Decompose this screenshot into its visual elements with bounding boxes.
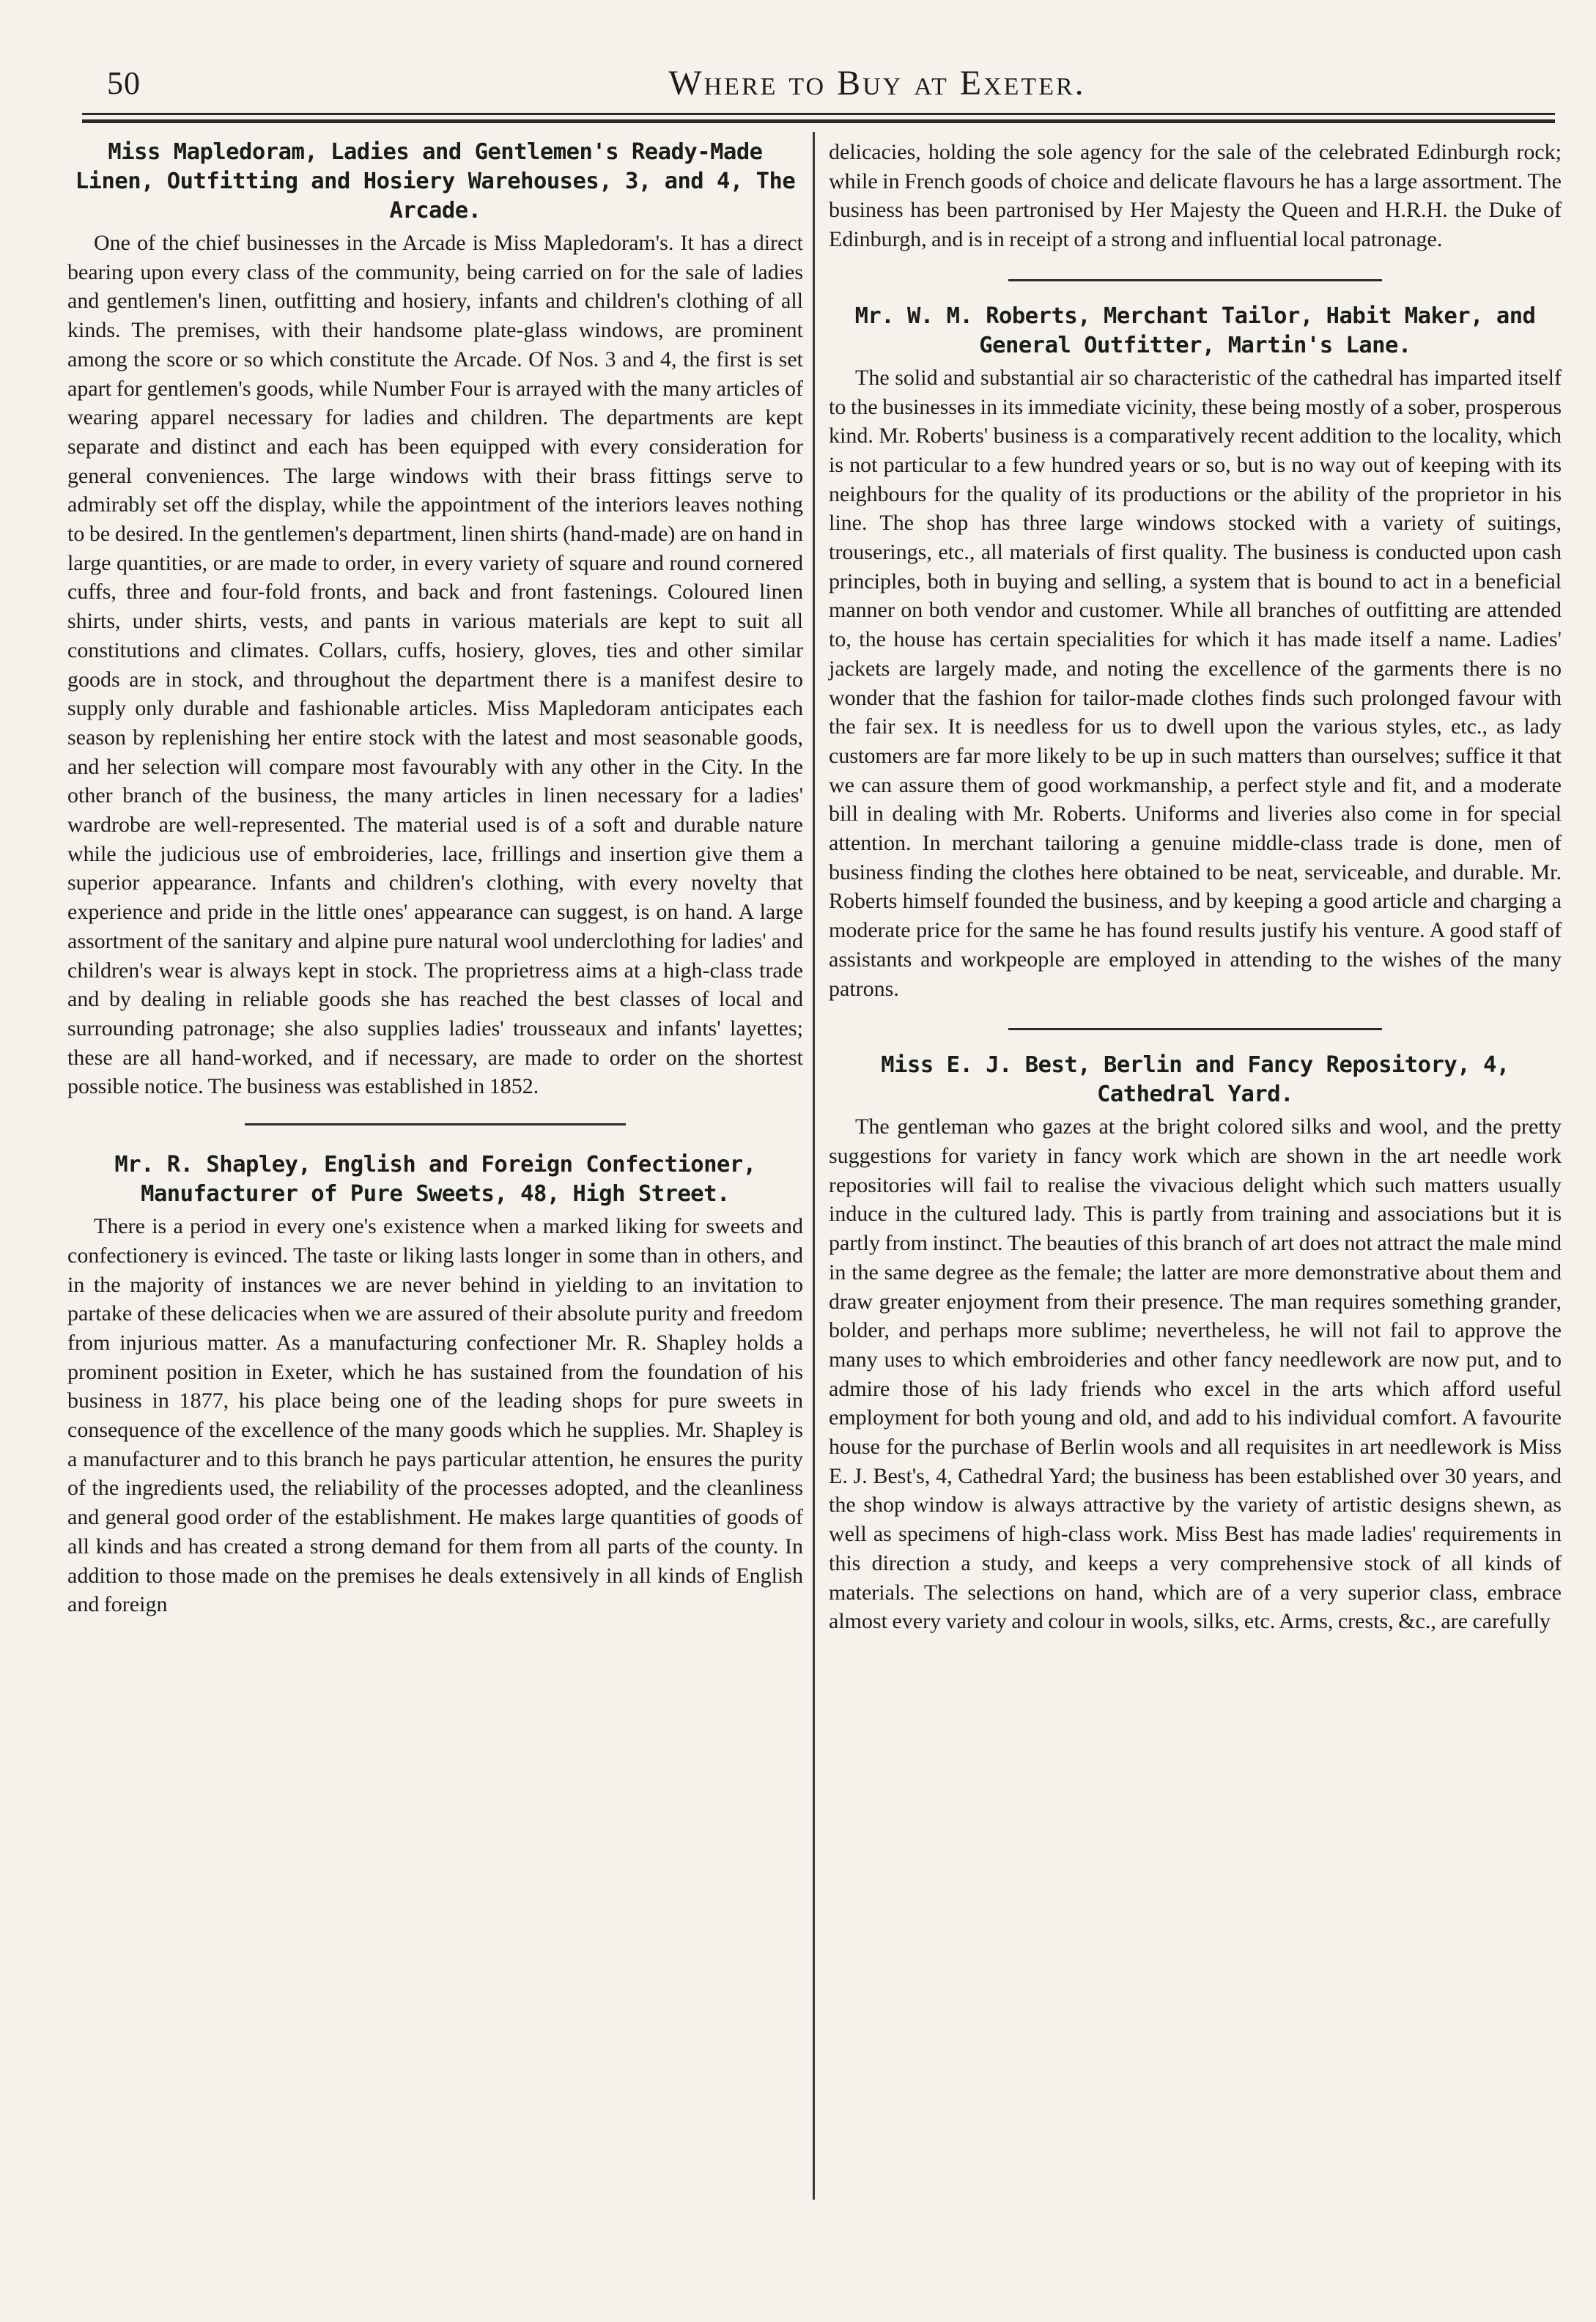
article-body: There is a period in every one's existence when a marked liking for sweets and confectionery is evinced. The taste or liking lasts longer in some than in others, and in the majority of instances we are never behind in yielding to an invitation to partake of these delicacies when we are assured of their absolute purity and freedom from injurious matter. As a manufacturing confectioner Mr. R. Shapley holds a prominent position in Exeter, which he has sustained from the foundation of his business in 1877, his place being one of the leading shops for pure sweets in consequence of the excellence of the many goods which he supplies. Mr. Shapley is a manufacturer and to this branch he pays particular attention, he ensures the purity of the ingredients used, the reliability of the processes adopted, and the cleanliness and general good order of the establishment. He makes large quantities of goods of all kinds and has created a strong demand for them from all parts of the county. In addition to those made on the premises he deals extensively in all kinds of English and foreign (67, 1214, 803, 1617)
article-best (829, 1051, 1562, 1636)
article-shapley (67, 1150, 803, 1619)
article-title: Mr. W. M. Roberts, Merchant Tailor, Habit Maker, and General Outfitter, Martin's Lane. (854, 303, 1536, 358)
article-separator (245, 1123, 626, 1125)
running-head (82, 59, 1555, 106)
left-column (67, 138, 803, 1619)
header-rule-thin (82, 113, 1555, 115)
page-number: 50 (107, 65, 141, 101)
article-roberts (829, 302, 1562, 1003)
running-title: Where to Buy at Exeter. (668, 64, 1086, 103)
article-body: The solid and substantial air so characteristic of the cathedral has imparted itself to the businesses in its immediate vicinity, these being mostly of a sober, prosperous kind. Mr. Roberts' business is a comparatively recent addition to the locality, which is not particular to a few hundred years or so, but is no way out of keeping with its neighbours for the quality of its productions or the ability of the proprietor in his line. The shop has three large windows stocked with a variety of suitings, trouserings, etc., all materials of first quality. The business is conducted upon cash principles, both in buying and selling, a system that is bound to act in a beneficial manner on both vendor and customer. While all branches of outfitting are attended to, the house has certain specialities for which it has made itself a name. Ladies' jackets are largely made, and noting the excellence of the garments there is no wonder that the fashion for tailor-made clothes finds such prolonged favour with the fair sex. It is needless for us to dwell upon the various styles, etc., as lady customers are far more likely to be up in such matters than ourselves; suffice it that we can assure them of good workmanship, a perfect style and fit, and a moderate bill in dealing with Mr. Roberts. Uniforms and liveries also come in for special attention. In merchant tailoring a genuine middle-class trade is done, men of business finding the clothes here obtained to be neat, serviceable, and durable. Mr. Roberts himself founded the business, and by keeping a good article and charging a moderate price for the same he has found results justify his venture. A good staff of assistants and workpeople are employed in attending to the wishes of the many patrons. (829, 365, 1562, 1001)
header-rule-thick (82, 119, 1555, 123)
column-divider (813, 132, 815, 2200)
article-title: Miss Mapledoram, Ladies and Gentlemen's Ready-Made Linen, Outfitting and Hosiery Warehouses, 3, and 4, The Arcade. (75, 139, 796, 223)
article-body: The gentleman who gazes at the bright colored silks and wool, and the pretty suggestions for variety in fancy work which are shown in the art needle work repositories will fail to realise the vivacious delight which such matters usually induce in the cultured lady. This is partly from training and associations but it is partly from instinct. The beauties of this branch of art does not attract the male mind in the same degree as the female; the latter are more demonstrative about them and draw greater enjoyment from their presence. The man requires something grander, bolder, and perhaps more sublime; nevertheless, he will not fail to approve the many uses to which embroideries and other fancy needlework are now put, and to admire those of his lady friends who excel in the arts which afford useful employment for both young and old, and add to his individual comfort. A favourite house for the purchase of Berlin wools and all requisites in art needlework is Miss E. J. Best's, 4, Cathedral Yard; the business has been established over 30 years, and the shop window is always attractive by the variety of artistic designs shewn, as well as specimens of high-class work. Miss Best has made ladies' requirements in this direction a study, and keeps a very comprehensive stock of all kinds of materials. The selections on hand, which are of a very superior class, embrace almost every variety and colour in wools, silks, etc. Arms, crests, &c., are carefully (829, 1114, 1562, 1634)
article-mapledoram (67, 138, 803, 1101)
article-body: One of the chief businesses in the Arcade is Miss Mapledoram's. It has a direct bearing upon every class of the community, being carried on for the sale of ladies and gentlemen's linen, outfitting and hosiery, infants and children's clothing of all kinds. The premises, with their handsome plate-glass windows, are prominent among the score or so which constitute the Arcade. Of Nos. 3 and 4, the first is set apart for gentlemen's goods, while Number Four is arrayed with the many articles of wearing apparel necessary for ladies and children. The departments are kept separate and distinct and each has been equipped with every consideration for general conveniences. The large windows with their brass fittings serve to admirably set off the display, while the appointment of the interiors leaves nothing to be desired. In the gentlemen's department, linen shirts (hand-made) are on hand in large quantities, or are made to order, in every variety of square and round cornered cuffs, three and four-fold fronts, and back and front fastenings. Coloured linen shirts, under shirts, vests, and pants in various materials are kept to suit all constitutions and climates. Collars, cuffs, hosiery, gloves, ties and other similar goods are in stock, and throughout the department there is a manifest desire to supply only durable and fashionable articles. Miss Mapledoram anticipates each season by replenishing her entire stock with the latest and most seasonable goods, and her selection will compare most favourably with any other in the City. In the other branch of the business, the many articles in linen necessary for a ladies' wardrobe are well-represented. The material used is of a soft and durable nature while the judicious use of embroideries, lace, frillings and insertion give them a superior appearance. Infants and children's clothing, with every novelty that experience and pride in the little ones' appearance can suggest, is on hand. A large assortment of the sanitary and alpine pure natural wool underclothing for ladies' and children's wear is always kept in stock. The proprietress aims at a high-class trade and by dealing in reliable goods she has reached the best classes of local and surrounding patronage; she also supplies ladies' trousseaux and infants' layettes; these are all hand-worked, and if necessary, are made to order on the shortest possible notice. The business was established in 1852. (67, 231, 803, 1099)
article-title: Miss E. J. Best, Berlin and Fancy Repository, 4, Cathedral Yard. (881, 1052, 1510, 1108)
right-column (829, 138, 1562, 1636)
article-separator (1008, 279, 1382, 281)
article-title: Mr. R. Shapley, English and Foreign Confectioner, Manufacturer of Pure Sweets, 48, High Street. (114, 1152, 756, 1208)
article-body-continued: delicacies, holding the sole agency for the sale of the celebrated Edinburgh rock; while in French goods of choice and delicate flavours he has a large assortment. The business has been partronised by Her Majesty the Queen and H.R.H. the Duke of Edinburgh, and is in receipt of a strong and influential local patronage. (829, 140, 1562, 252)
article-separator (1008, 1028, 1382, 1030)
